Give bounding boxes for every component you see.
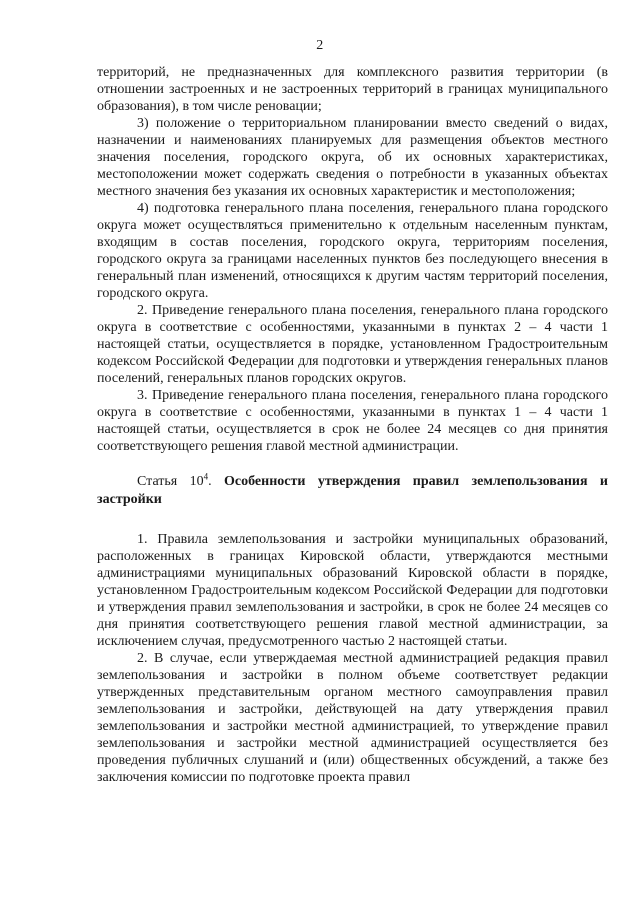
paragraph-part-2: 2. Приведение генерального плана поселения, генерального плана городского округа в соответствие с особенностями, указанными в пунктах 2 – 4 части 1 настоящей статьи, осуществляется в порядке, установленном Градостроительным кодексом Российской Федерации для подготовки и утверждения генеральных планов поселений, генеральных планов городских округов. [97,303,608,386]
paragraph-item-4: 4) подготовка генерального плана поселения, генерального плана городского округа может осуществляться применительно к отдельным населенным пунктам, входящим в состав поселения, городского округа, территориям поселения, городского округа за границами населенных пунктов без последующего внесения в генеральный план изменений, относящихся к другим частям территорий поселения, городского округа. [97,201,608,301]
article-heading [97,473,608,509]
article-prefix: Статья 10 [137,474,204,489]
article-suffix: . [208,474,212,489]
paragraph-article-part-1: 1. Правила землепользования и застройки муниципальных образований, расположенных в границах Кировской области, утверждаются местными администрациями муниципальных образований Кировской области в порядке, установленном Градостроительным кодексом Российской Федерации для подготовки и утверждения правил землепользования и застройки, в срок не более 24 месяцев со дня принятия соответствующего решения главой местной администрации, за исключением случая, предусмотренного частью 2 настоящей статьи. [97,532,608,649]
document-body [97,64,608,786]
article-superscript: 4 [203,471,209,482]
paragraph-continuation: территорий, не предназначенных для комплексного развития территории (в отношении застроенных и не застроенных территорий в границах муниципального образования), в том числе реновации; [97,65,608,114]
spacer [97,509,608,531]
page-number: 2 [316,38,324,53]
paragraph-item-3: 3) положение о территориальном планировании вместо сведений о видах, назначении и наименованиях планируемых для размещения объектов местного значения поселения, городского округа, об их основных характеристиках, местоположении может содержать сведения о потребности в указанных объектах местного значения без указания их основных характеристик и местоположения; [97,116,608,199]
article-number [137,471,212,489]
article-title: Особенности утверждения правил землепользования и застройки [97,474,608,507]
paragraph-part-3: 3. Приведение генерального плана поселения, генерального плана городского округа в соответствие с особенностями, указанными в пунктах 1 – 4 части 1 настоящей статьи, осуществляется в срок не более 24 месяцев со дня принятия соответствующего решения главой местной администрации. [97,388,608,454]
paragraph-article-part-2: 2. В случае, если утверждаемая местной администрацией редакция правил землепользования и застройки в полном объеме соответствует редакции утвержденных представительным органом местного самоуправления правил землепользования и застройки, действующей на дату утверждения правил землепользования и застройки местной администрацией, то утверждение правил землепользования и застройки местной администрацией осуществляется без проведения публичных слушаний и (или) общественных обсуждений, а также без заключения комиссии по подготовке проекта правил [97,651,608,785]
